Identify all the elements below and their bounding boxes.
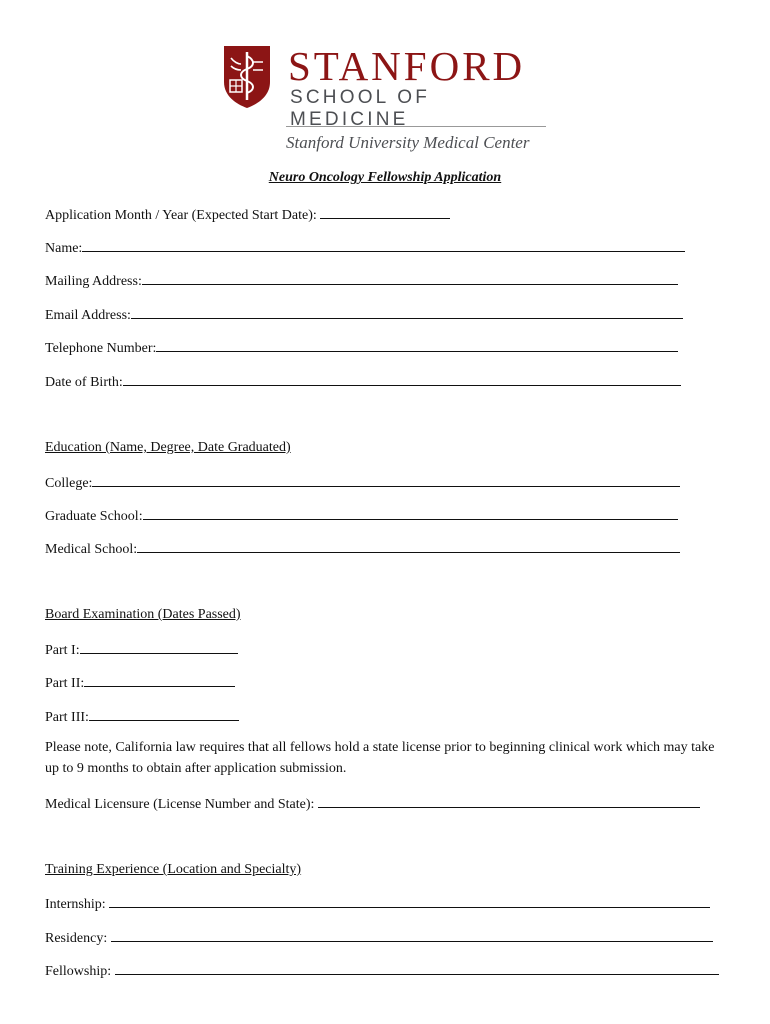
name-row xyxy=(45,238,685,258)
medical-school-row xyxy=(45,539,680,559)
email-field[interactable] xyxy=(131,305,683,319)
education-heading: Education (Name, Degree, Date Graduated) xyxy=(45,440,291,455)
application-date-label: Application Month / Year (Expected Start Date): xyxy=(45,208,317,223)
licensure-field[interactable] xyxy=(318,794,700,808)
application-date-row xyxy=(45,205,450,225)
mailing-address-label: Mailing Address: xyxy=(45,274,142,289)
licensure-row xyxy=(45,794,700,814)
medical-school-field[interactable] xyxy=(137,539,680,553)
medical-center-name: Stanford University Medical Center xyxy=(286,133,530,152)
training-heading: Training Experience (Location and Specialty) xyxy=(45,862,302,877)
graduate-school-row xyxy=(45,506,678,526)
school-name: SCHOOL OF MEDICINE xyxy=(290,87,430,130)
part1-field[interactable] xyxy=(80,640,238,654)
part1-row xyxy=(45,640,238,660)
dob-field[interactable] xyxy=(123,372,681,386)
dob-row xyxy=(45,372,681,392)
email-label: Email Address: xyxy=(45,308,131,323)
email-row xyxy=(45,305,683,325)
college-label: College: xyxy=(45,476,93,491)
college-row xyxy=(45,473,680,493)
internship-field[interactable] xyxy=(109,894,710,908)
logo-divider xyxy=(286,126,546,127)
residency-field[interactable] xyxy=(111,928,713,942)
medical-school-label: Medical School: xyxy=(45,542,138,557)
name-field[interactable] xyxy=(82,238,685,252)
form-title: Neuro Oncology Fellowship Application xyxy=(268,170,502,185)
residency-label: Residency: xyxy=(45,931,108,946)
graduate-school-field[interactable] xyxy=(143,506,678,520)
dob-label: Date of Birth: xyxy=(45,375,123,390)
telephone-label: Telephone Number: xyxy=(45,341,157,356)
stanford-medicine-logo xyxy=(222,44,552,156)
internship-row xyxy=(45,894,710,914)
name-label: Name: xyxy=(45,241,83,256)
college-field[interactable] xyxy=(92,473,680,487)
telephone-row xyxy=(45,338,678,358)
mailing-address-field[interactable] xyxy=(142,271,678,285)
part3-row xyxy=(45,707,239,727)
board-heading: Board Examination (Dates Passed) xyxy=(45,607,241,622)
residency-row xyxy=(45,928,713,948)
part2-row xyxy=(45,673,235,693)
fellowship-field[interactable] xyxy=(115,961,719,975)
part2-label: Part II: xyxy=(45,676,85,691)
part2-field[interactable] xyxy=(84,673,235,687)
internship-label: Internship: xyxy=(45,897,106,912)
mailing-address-row xyxy=(45,271,678,291)
stanford-seal-icon xyxy=(222,44,272,110)
graduate-school-label: Graduate School: xyxy=(45,509,143,524)
part3-label: Part III: xyxy=(45,710,89,725)
fellowship-label: Fellowship: xyxy=(45,964,112,979)
part3-field[interactable] xyxy=(89,707,239,721)
application-date-field[interactable] xyxy=(320,205,450,219)
part1-label: Part I: xyxy=(45,643,80,658)
telephone-field[interactable] xyxy=(156,338,678,352)
fellowship-row xyxy=(45,961,719,981)
license-note: Please note, California law requires that all fellows hold a state license prior to beginning clinical work which may take up to 9 months to obtain after application submission. xyxy=(45,740,715,776)
licensure-label: Medical Licensure (License Number and State): xyxy=(45,797,315,812)
stanford-wordmark: STANFORD xyxy=(288,43,526,89)
